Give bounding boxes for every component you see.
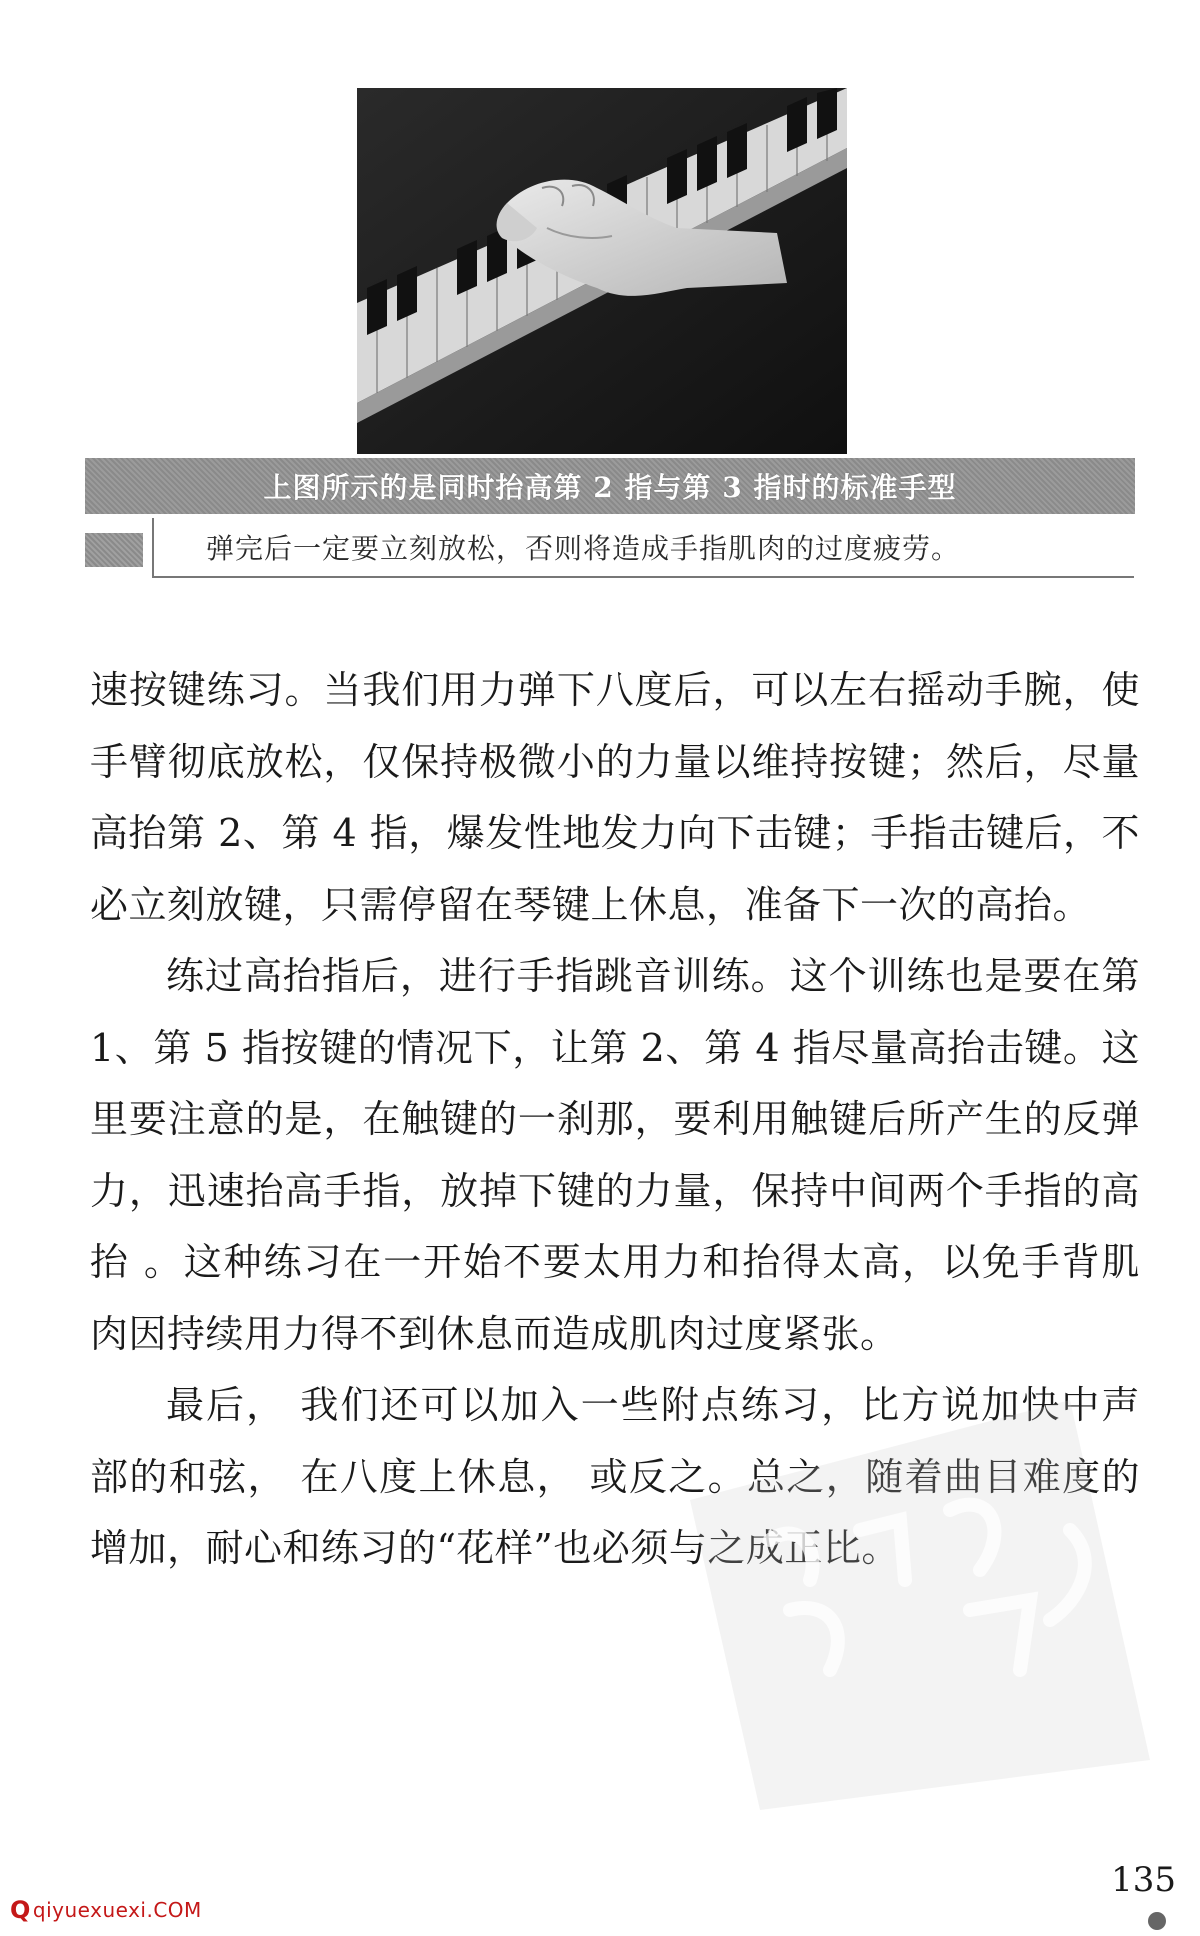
note-marker <box>85 533 143 567</box>
paragraph: 速按键练习。当我们用力弹下八度后，可以左右摇动手腕，使手臂彻底放松，仅保持极微小的力量以维持按键；然后，尽量高抬第 2、第 4 指，爆发性地发力向下击键；手指击键后，不必立刻放键，只需停留在琴键上休息，准备下一次的高抬。 <box>90 668 1140 927</box>
piano-hand-illustration <box>357 88 847 454</box>
figure-note-text: 弹完后一定要立刻放松，否则将造成手指肌肉的过度疲劳。 <box>206 532 961 565</box>
site-watermark <box>10 1896 202 1924</box>
figure-caption: 上图所示的是同时抬高第 2 指与第 3 指时的标准手型 <box>263 471 957 504</box>
paragraph: 最后， 我们还可以加入一些附点练习，比方说加快中声部的和弦， 在八度上休息， 或反之。总之，随着曲目难度的增加，耐心和练习的“花样”也必须与之成正比。 <box>90 1383 1140 1570</box>
figure-caption-bar <box>85 458 1135 514</box>
paragraph: 练过高抬指后，进行手指跳音训练。这个训练也是要在第 1、第 5 指按键的情况下，让第 2、第 4 指尽量高抬击键。这里要注意的是，在触键的一刹那，要利用触键后所产生的反弹力，迅速抬高手指，放掉下键的力量，保持中间两个手指的高抬 。这种练习在一开始不要太用力和抬得太高，以免手背肌肉因持续用力得不到休息而造成肌肉过度紧张。 <box>90 954 1140 1356</box>
site-logo-icon: Q <box>10 1896 31 1924</box>
piano-hand-photo <box>357 88 847 454</box>
page-dot <box>1148 1912 1166 1930</box>
body-text <box>90 655 1140 1585</box>
page-number: 135 <box>1111 1860 1176 1900</box>
figure-note <box>152 518 1134 578</box>
site-watermark-text: qiyuexuexi.COM <box>32 1898 202 1922</box>
